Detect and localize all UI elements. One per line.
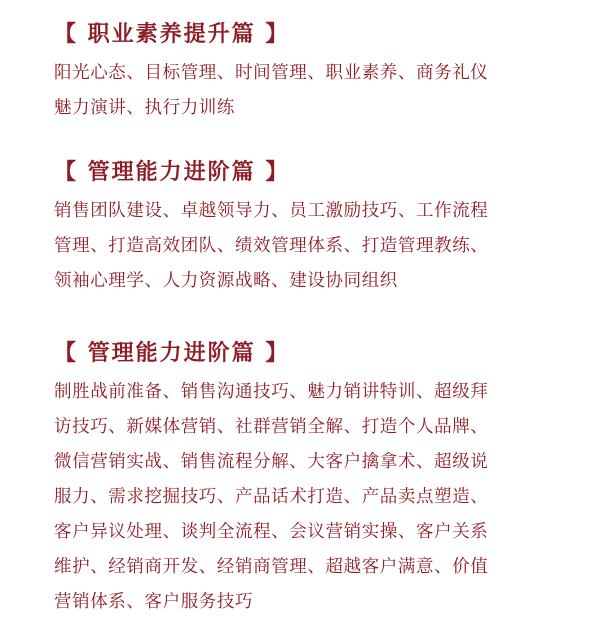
body-line: 阳光心态、目标管理、时间管理、职业素养、商务礼仪	[54, 63, 489, 83]
section-body	[54, 56, 554, 126]
section-heading: 【 职业素养提升篇 】	[54, 22, 290, 47]
section-management-advanced-1	[54, 156, 554, 299]
section-body	[54, 194, 554, 299]
section-body	[54, 375, 554, 620]
body-line: 维护、经销商开发、经销商管理、超越客户满意、价值	[54, 557, 489, 577]
body-line: 领袖心理学、人力资源战略、建设协同组织	[54, 271, 398, 291]
body-line: 魅力演讲、执行力训练	[54, 98, 235, 118]
body-line: 营销体系、客户服务技巧	[54, 592, 254, 612]
section-management-advanced-2	[54, 337, 554, 620]
section-heading: 【 管理能力进阶篇 】	[54, 160, 290, 185]
body-line: 销售团队建设、卓越领导力、员工激励技巧、工作流程	[54, 201, 489, 221]
body-line: 管理、打造高效团队、绩效管理体系、打造管理教练、	[54, 236, 489, 256]
body-line: 服力、需求挖掘技巧、产品话术打造、产品卖点塑造、	[54, 487, 489, 507]
body-line: 访技巧、新媒体营销、社群营销全解、打造个人品牌、	[54, 417, 489, 437]
body-line: 微信营销实战、销售流程分解、大客户擒拿术、超级说	[54, 452, 489, 472]
body-line: 制胜战前准备、销售沟通技巧、魅力销讲特训、超级拜	[54, 382, 489, 402]
section-heading: 【 管理能力进阶篇 】	[54, 341, 290, 366]
body-line: 客户异议处理、谈判全流程、会议营销实操、客户关系	[54, 522, 489, 542]
section-professional-quality	[54, 18, 554, 126]
